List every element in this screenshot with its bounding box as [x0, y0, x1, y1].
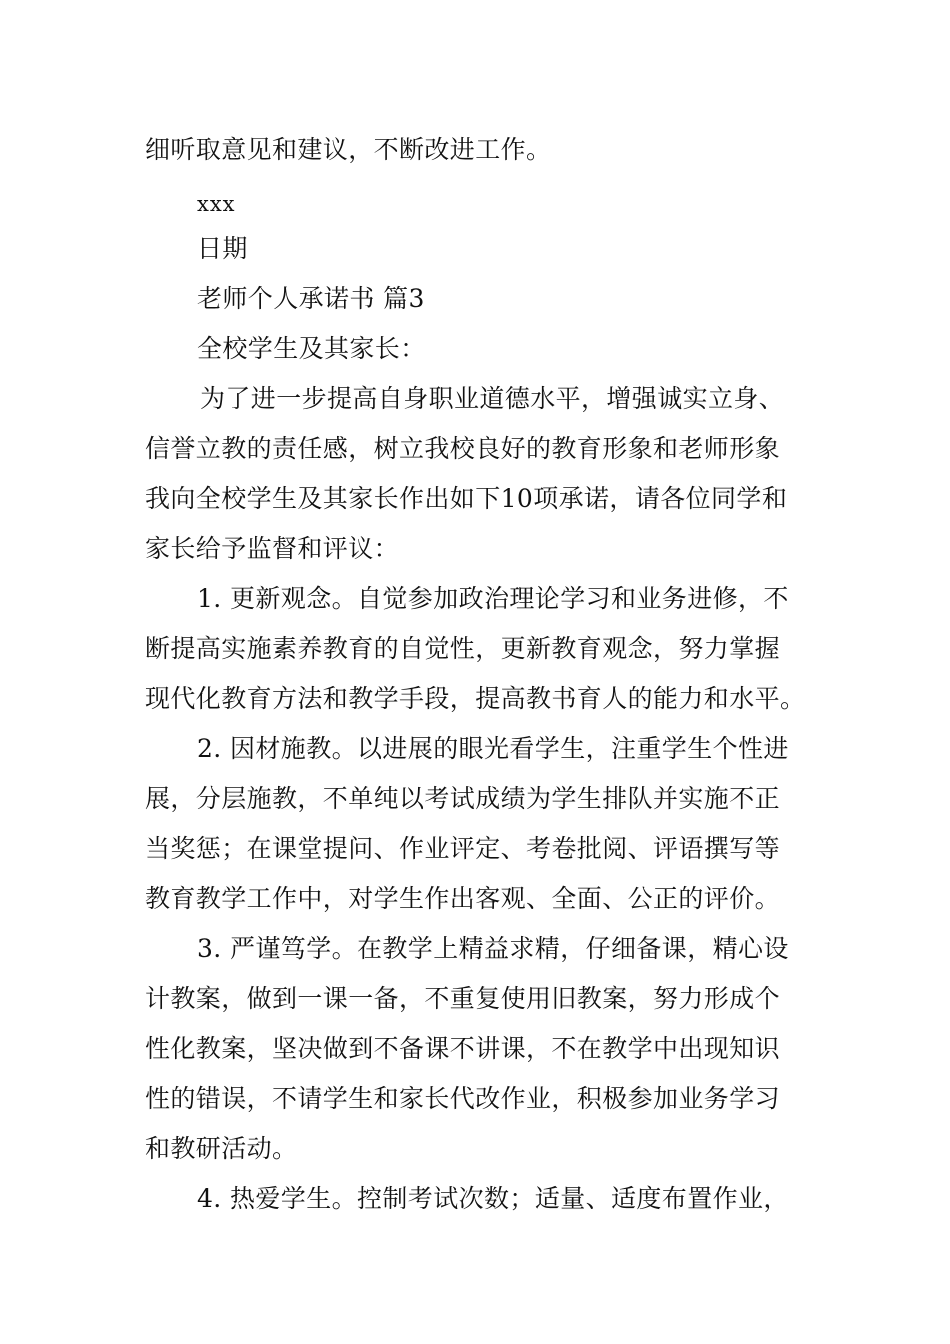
- section-heading: 老师个人承诺书 篇3: [197, 284, 425, 313]
- list-item-1: 1. 更新观念。自觉参加政治理论学习和业务进修，不: [197, 584, 789, 613]
- text-line: 断提高实施素养教育的自觉性，更新教育观念，努力掌握: [145, 634, 781, 663]
- text-line: 性化教案，坚决做到不备课不讲课，不在教学中出现知识: [145, 1034, 781, 1063]
- text-line: 家长给予监督和评议：: [145, 534, 400, 563]
- list-item-3: 3. 严谨笃学。在教学上精益求精，仔细备课，精心设: [197, 934, 789, 963]
- text-line: 细听取意见和建议，不断改进工作。: [145, 135, 552, 164]
- salutation: 全校学生及其家长：: [197, 334, 426, 363]
- list-item-2: 2. 因材施教。以进展的眼光看学生，注重学生个性进: [197, 734, 789, 763]
- text-line: 展，分层施教，不单纯以考试成绩为学生排队并实施不正: [145, 784, 781, 813]
- text-line: 信誉立教的责任感，树立我校良好的教育形象和老师形象: [145, 434, 781, 463]
- list-item-4: 4. 热爱学生。控制考试次数；适量、适度布置作业，: [197, 1184, 789, 1213]
- signature-name: xxx: [197, 192, 236, 216]
- text-line: 性的错误，不请学生和家长代改作业，积极参加业务学习: [145, 1084, 781, 1113]
- text-line: 计教案，做到一课一备，不重复使用旧教案，努力形成个: [145, 984, 781, 1013]
- text-line: 教育教学工作中，对学生作出客观、全面、公正的评价。: [145, 884, 781, 913]
- text-line: 现代化教育方法和教学手段，提高教书育人的能力和水平。: [145, 684, 806, 713]
- text-line: 和教研活动。: [145, 1134, 298, 1163]
- signature-date: 日期: [197, 234, 248, 263]
- text-line: 当奖惩；在课堂提问、作业评定、考卷批阅、评语撰写等: [145, 834, 781, 863]
- text-line: 我向全校学生及其家长作出如下10项承诺，请各位同学和: [145, 484, 788, 513]
- text-line: 为了进一步提高自身职业道德水平，增强诚实立身、: [200, 384, 785, 413]
